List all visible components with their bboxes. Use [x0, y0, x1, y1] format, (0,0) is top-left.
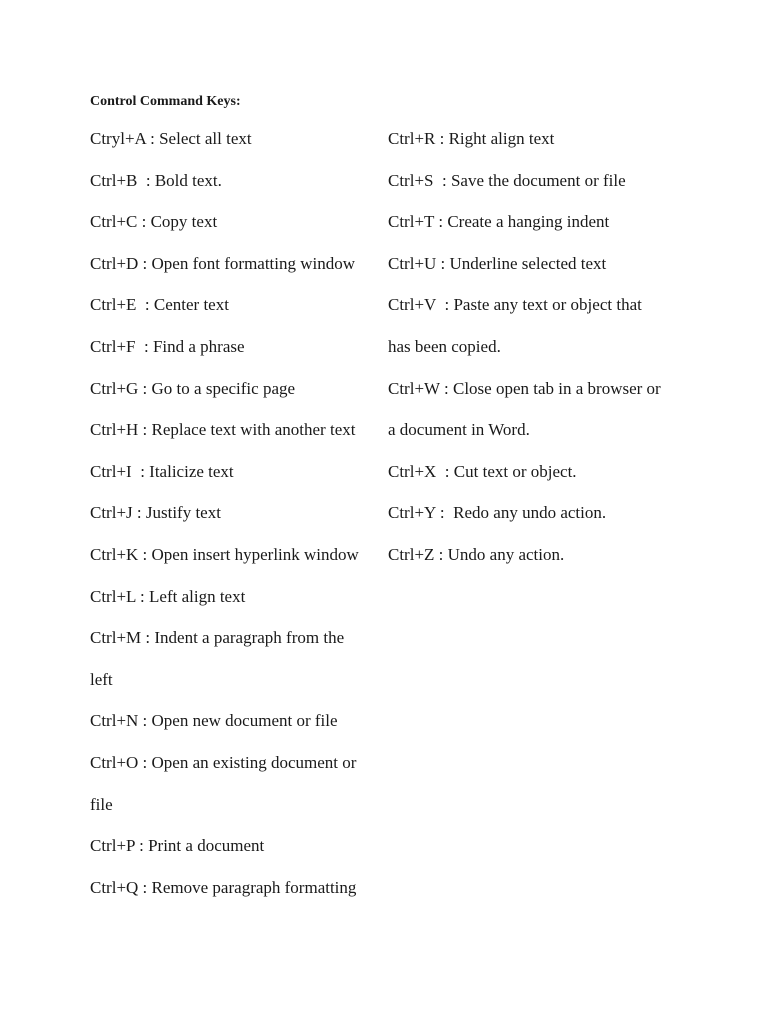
shortcut-list-left [90, 126, 380, 916]
shortcut-line: Ctrl+I : Italicize text [90, 461, 234, 481]
shortcut-line: Ctrl+L : Left align text [90, 586, 246, 606]
shortcut-line-continuation: has been copied. [388, 336, 501, 356]
shortcut-line: Ctrl+X : Cut text or object. [388, 461, 577, 481]
shortcut-line: Ctrl+F : Find a phrase [90, 336, 245, 356]
shortcut-line: Ctrl+G : Go to a specific page [90, 378, 296, 398]
shortcut-line: Ctrl+R : Right align text [388, 129, 555, 148]
shortcut-line: Ctrl+Z : Undo any action. [388, 544, 565, 564]
shortcut-line: Ctrl+Q : Remove paragraph formatting [90, 877, 357, 897]
shortcut-line-continuation: file [90, 794, 113, 814]
shortcut-line: Ctrl+O : Open an existing document or [90, 752, 357, 772]
shortcut-line: Ctryl+A : Select all text [90, 129, 252, 148]
shortcut-line: Ctrl+V : Paste any text or object that [388, 295, 642, 315]
shortcut-line: Ctrl+N : Open new document or file [90, 711, 338, 731]
shortcut-line: Ctrl+K : Open insert hyperlink window [90, 544, 359, 564]
shortcut-list-right [388, 126, 688, 584]
shortcut-line: Ctrl+C : Copy text [90, 212, 218, 232]
shortcut-line: Ctrl+Y : Redo any undo action. [388, 503, 607, 523]
shortcut-line: Ctrl+T : Create a hanging indent [388, 212, 610, 232]
shortcut-line-continuation: left [90, 669, 113, 689]
document-heading: Control Command Keys: [90, 94, 241, 109]
shortcut-line: Ctrl+E : Center text [90, 295, 229, 315]
shortcut-line: Ctrl+D : Open font formatting window [90, 253, 356, 273]
shortcut-line: Ctrl+P : Print a document [90, 836, 265, 856]
shortcut-line: Ctrl+M : Indent a paragraph from the [90, 628, 345, 648]
shortcut-line: Ctrl+B : Bold text. [90, 170, 222, 190]
shortcut-line: Ctrl+J : Justify text [90, 503, 221, 523]
shortcut-line-continuation: a document in Word. [388, 420, 530, 440]
shortcut-line: Ctrl+H : Replace text with another text [90, 420, 356, 440]
shortcut-line: Ctrl+S : Save the document or file [388, 170, 626, 190]
shortcut-line: Ctrl+W : Close open tab in a browser or [388, 378, 661, 398]
shortcut-line: Ctrl+U : Underline selected text [388, 253, 607, 273]
